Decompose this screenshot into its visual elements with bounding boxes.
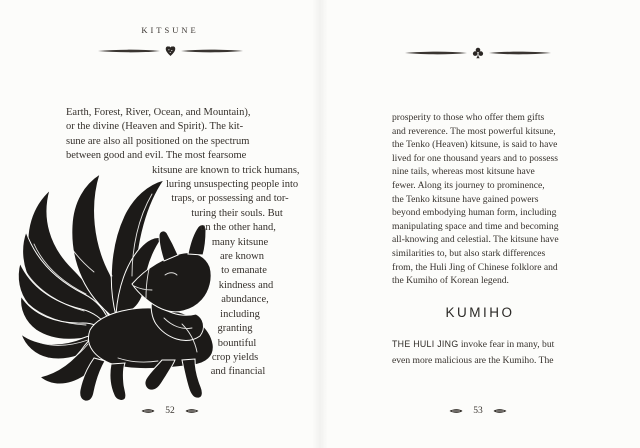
- body-line: similarities to, but also stark differences: [392, 247, 546, 259]
- page-right: [320, 0, 640, 448]
- body-line: abundance,: [221, 294, 269, 306]
- body-line: are known: [219, 251, 265, 263]
- header-divider-left: [95, 45, 245, 57]
- right-page-body: [392, 111, 568, 288]
- leaf-ornament-icon: [493, 408, 507, 414]
- body-line: to emanate: [221, 265, 267, 277]
- body-line: bountiful: [217, 337, 257, 349]
- body-line: beyond embodying human form, including: [392, 207, 557, 219]
- body-line: fewer. Along its journey to prominence,: [392, 179, 545, 191]
- page-footer-right: [378, 406, 578, 416]
- leaf-ornament-icon: [449, 408, 463, 414]
- body-line: many kitsune: [211, 236, 269, 248]
- body-line: kitsune are known to trick humans,: [152, 164, 300, 176]
- body-line: the Tenko kitsune have gained powers: [392, 193, 539, 205]
- lead-in-small-caps: THE HULI JING: [392, 339, 459, 349]
- body-line: prosperity to those who offer them gifts: [392, 112, 545, 123]
- body-line: kindness and: [218, 279, 274, 291]
- body-line: luring unsuspecting people into: [166, 179, 299, 191]
- body-line: granting: [217, 323, 253, 335]
- strawberry-heart-icon: [165, 45, 176, 57]
- text-wrap-zone: [66, 164, 298, 380]
- header-divider-right: [403, 47, 553, 59]
- body-line: crop yields: [211, 351, 259, 363]
- body-line-text: invoke fear in many, but: [458, 339, 555, 350]
- body-line: lived for one thousand years and to possess: [392, 152, 558, 164]
- running-header: KITSUNE: [141, 25, 199, 35]
- divider-rule-left: [404, 48, 468, 58]
- body-line: traps, or possessing and tor-: [171, 193, 289, 205]
- page-number: 52: [165, 406, 175, 416]
- body-line: between good and evil. The most fearsome: [66, 150, 247, 162]
- body-line: sune are also all positioned on the spectrum: [66, 135, 250, 147]
- divider-rule-left: [97, 46, 161, 56]
- body-line: manipulating space and time and becoming: [392, 220, 559, 232]
- page-number: 53: [473, 406, 483, 416]
- body-line: the Tenko (Heaven) kitsune, is said to have: [392, 139, 558, 151]
- section-heading-kumiho: KUMIHO: [445, 305, 515, 320]
- body-line: even more malicious are the Kumiho. The: [392, 354, 554, 366]
- body-line: [392, 337, 578, 353]
- body-line: and financial: [210, 366, 266, 378]
- leaf-ornament-icon: [185, 408, 199, 414]
- body-line: Earth, Forest, River, Ocean, and Mountain),: [66, 107, 251, 118]
- body-line: turing their souls. But: [191, 207, 283, 219]
- body-line: nine tails, whereas most kitsune have: [392, 166, 535, 178]
- club-ornament-icon: [472, 47, 484, 59]
- body-line: on the other hand,: [200, 222, 276, 234]
- divider-rule-right: [488, 48, 552, 58]
- body-line: and reverence. The most powerful kitsune,: [392, 125, 556, 137]
- left-page-body: [66, 106, 298, 380]
- body-line: or the divine (Heaven and Spirit). The kit-: [66, 121, 244, 133]
- body-line: from, the Huli Jing of Chinese folklore and: [392, 261, 558, 273]
- body-line: all-knowing and celestial. The kitsune have: [392, 234, 559, 246]
- body-line: including: [220, 308, 260, 320]
- divider-rule-right: [180, 46, 244, 56]
- leaf-ornament-icon: [141, 408, 155, 414]
- kumiho-section-body: [392, 337, 578, 368]
- body-line: the Kumiho of Korean legend.: [392, 275, 509, 287]
- page-footer-left: [70, 406, 270, 416]
